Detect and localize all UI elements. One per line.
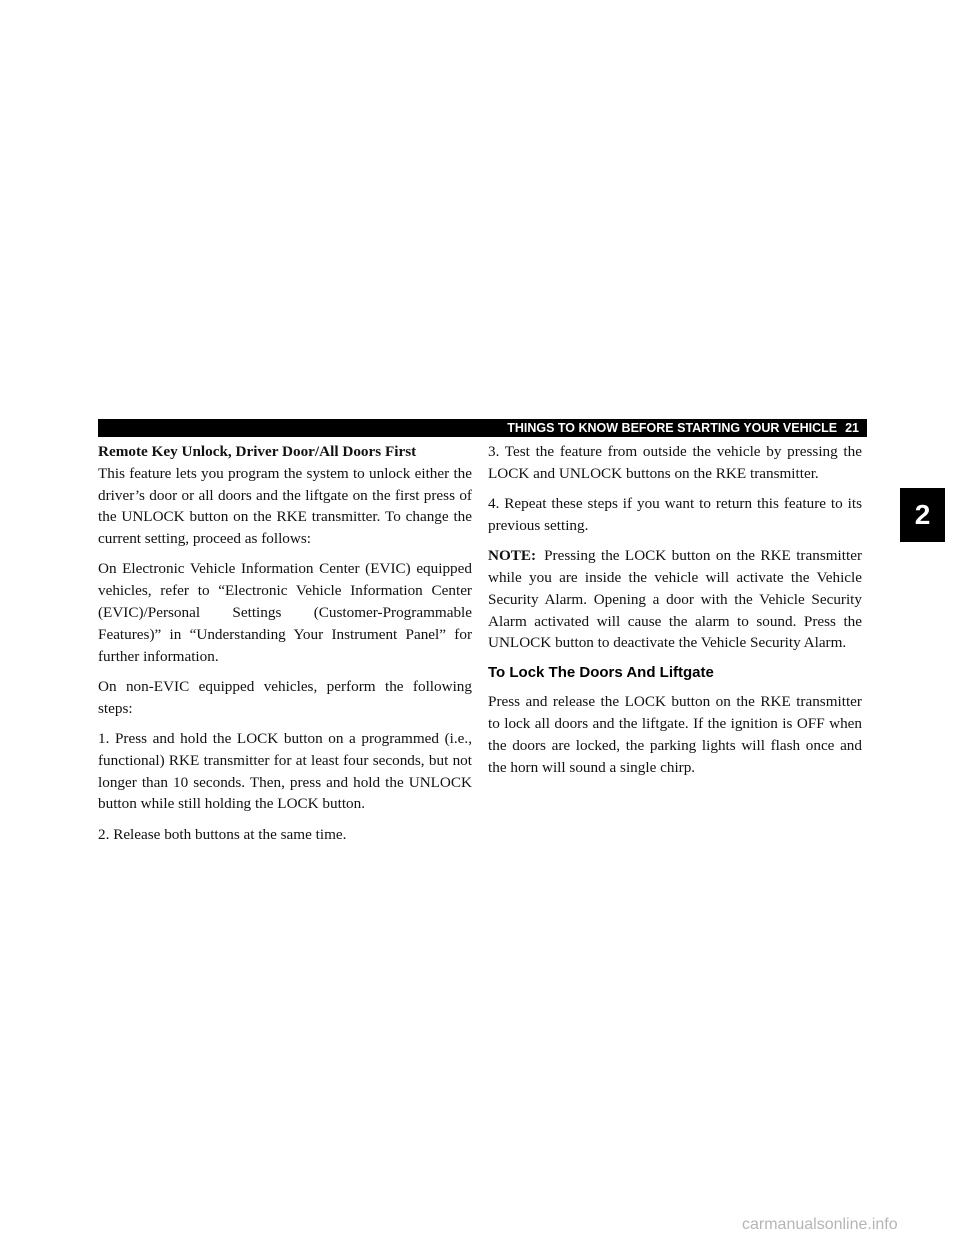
running-header xyxy=(492,419,867,437)
step-4: 4. Repeat these steps if you want to return this feature to its previous setting. xyxy=(488,495,862,534)
right-column xyxy=(488,441,862,787)
subhead-remote-key-unlock: Remote Key Unlock, Driver Door/All Doors First xyxy=(98,443,417,460)
note-paragraph xyxy=(488,545,862,654)
header-title: THINGS TO KNOW BEFORE STARTING YOUR VEHICLE xyxy=(507,421,838,435)
section-body-lock-doors: Press and release the LOCK button on the RKE transmitter to lock all doors and the liftgate. If the ignition is OFF when the doors are locked, the parking lights will flash once and the horn will sound a single chirp. xyxy=(488,693,862,776)
note-label: NOTE: xyxy=(488,547,537,565)
section-title-lock-doors: To Lock The Doors And Liftgate xyxy=(488,663,714,681)
note-text: Pressing the LOCK button on the RKE transmitter while you are inside the vehicle will activate the Vehicle Security Alarm. Opening a door with the Vehicle Security Alarm activated will cause the alarm to sound. Press the UNLOCK button to deactivate the Vehicle Security Alarm. xyxy=(488,547,862,652)
non-evic-paragraph: On non-EVIC equipped vehicles, perform the following steps: xyxy=(98,677,472,717)
chapter-tab: 2 xyxy=(900,488,945,542)
step-3: 3. Test the feature from outside the vehicle by pressing the LOCK and UNLOCK buttons on the RKE transmitter. xyxy=(488,443,862,482)
step-2: 2. Release both buttons at the same time. xyxy=(98,825,347,843)
page-number: 21 xyxy=(845,421,859,435)
left-column xyxy=(98,441,472,854)
evic-paragraph: On Electronic Vehicle Information Center (EVIC) equipped vehicles, refer to “Electronic Vehicle Information Center (EVIC)/Personal Settings (Customer-Programmable Features)” in “Understanding Your Instrument Panel” for further information. xyxy=(98,560,472,665)
step-1: 1. Press and hold the LOCK button on a programmed (i.e., functional) RKE transmitter for at least four seconds, but not longer than 10 seconds. Then, press and hold the UNLOCK button while still holding the LOCK button. xyxy=(98,730,472,813)
intro-paragraph: This feature lets you program the system to unlock either the driver’s door or all doors and the liftgate on the first press of the UNLOCK button on the RKE transmitter. To change the current setting, proceed as follows: xyxy=(98,464,472,548)
watermark-text: carmanualsonline.info xyxy=(742,1216,898,1233)
